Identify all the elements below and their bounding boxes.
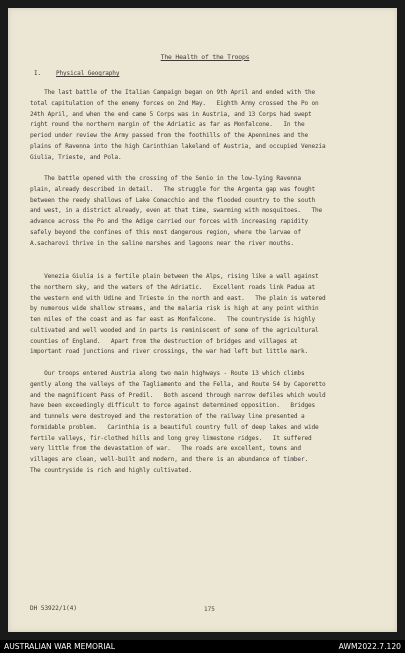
document-reference: DH 53922/1(4)	[30, 605, 77, 612]
text-line: and west, in a district already, even at that time, swarming with mosquitoes. The	[30, 207, 323, 215]
text-line: the northern sky, and the waters of the Adriatic. Excellent roads link Padua at	[30, 283, 316, 291]
text-line: The countryside is rich and highly cultivated.	[30, 466, 192, 474]
text-line: important road junctions and river crossings, the war had left but little mark.	[30, 348, 308, 356]
paragraph	[30, 174, 380, 249]
text-line: gently along the valleys of the Tagliamento and the Fella, and Route 54 by Caporetto	[30, 380, 326, 388]
text-line: cultivated and well wooded and in parts is reminiscent of some of the agricultural	[30, 326, 319, 334]
text-line: very little from the devastation of war. The roads are excellent, towns and	[30, 445, 301, 453]
text-line: A.sacharovi thrive in the saline marshes and lagoons near the river mouths.	[30, 239, 294, 247]
section-heading	[34, 69, 119, 80]
page-number: 175	[204, 606, 215, 613]
text-line: formidable problem. Carinthia is a beautiful country full of deep lakes and wide	[30, 423, 319, 431]
catalogue-number: AWM2022.7.120	[338, 642, 401, 651]
paragraph	[30, 272, 380, 358]
document-page	[8, 8, 397, 632]
text-line: have been exceedingly difficult to force against determined opposition. Bridges	[30, 402, 316, 410]
text-line: advance across the Po and the Adige carried our forces with increasing rapidity	[30, 218, 308, 225]
text-line: right round the northern margin of the Adriatic as far as Monfalcone. In the	[30, 121, 305, 129]
section-title: Physical Geography	[56, 70, 120, 77]
text-line: between the reedy shallows of Lake Comacchio and the flooded country to the south	[30, 196, 316, 204]
text-line: The last battle of the Italian Campaign began on 9th April and ended with the	[30, 89, 316, 96]
section-number: I.	[34, 70, 42, 77]
text-line: Giulia, Trieste, and Pola.	[30, 153, 122, 161]
text-line: the western end with Udine and Trieste in the north and east. The plain is watered	[30, 294, 326, 302]
text-line: by numerous wide shallow streams, and the malaria risk is high at any point within	[30, 305, 319, 313]
text-line: plain, already described in detail. The struggle for the Argenta gap was fought	[30, 185, 316, 193]
text-line: 24th April, and when the end came 5 Corps was in Austria, and 13 Corps had swept	[30, 110, 312, 118]
text-line: Venezia Giulia is a fertile plain between the Alps, rising like a wall against	[30, 273, 319, 280]
text-line: villages are clean, well-built and modern, and there is an abundance of timber.	[30, 456, 308, 463]
paragraph	[30, 369, 380, 477]
text-line: ten miles of the coast and as far east as Monfalcone. The countryside is highly	[30, 316, 316, 323]
text-line: total capitulation of the enemy forces on 2nd May. Eighth Army crossed the Po on	[30, 99, 319, 107]
document-title: The Health of the Troops	[160, 52, 250, 61]
text-line: and tunnels were destroyed and the restoration of the railway line presented a	[30, 413, 305, 420]
text-line: period under review the Army passed from the foothills of the Apennines and the	[30, 132, 308, 139]
text-line: fertile valleys, fir-clothed hills and long grey limestone ridges. It suffered	[30, 434, 312, 442]
text-line: counties of England. Apart from the destruction of bridges and villages at	[30, 337, 298, 345]
paragraph	[30, 88, 380, 163]
text-line: and the magnificent Pass of Predil. Both ascend through narrow defiles which would	[30, 391, 326, 399]
text-line: The battle opened with the crossing of the Senio in the low-lying Ravenna	[30, 175, 301, 182]
text-line: plains of Ravenna into the high Carinthian lakeland of Austria, and occupied Venezia	[30, 142, 326, 150]
archive-footer-bar	[0, 640, 405, 653]
text-line: Our troops entered Austria along two main highways - Route 13 which climbs	[30, 370, 305, 377]
text-line: safely beyond the confines of this most dangerous region, where the larvae of	[30, 228, 301, 236]
archive-name: AUSTRALIAN WAR MEMORIAL	[4, 642, 115, 651]
